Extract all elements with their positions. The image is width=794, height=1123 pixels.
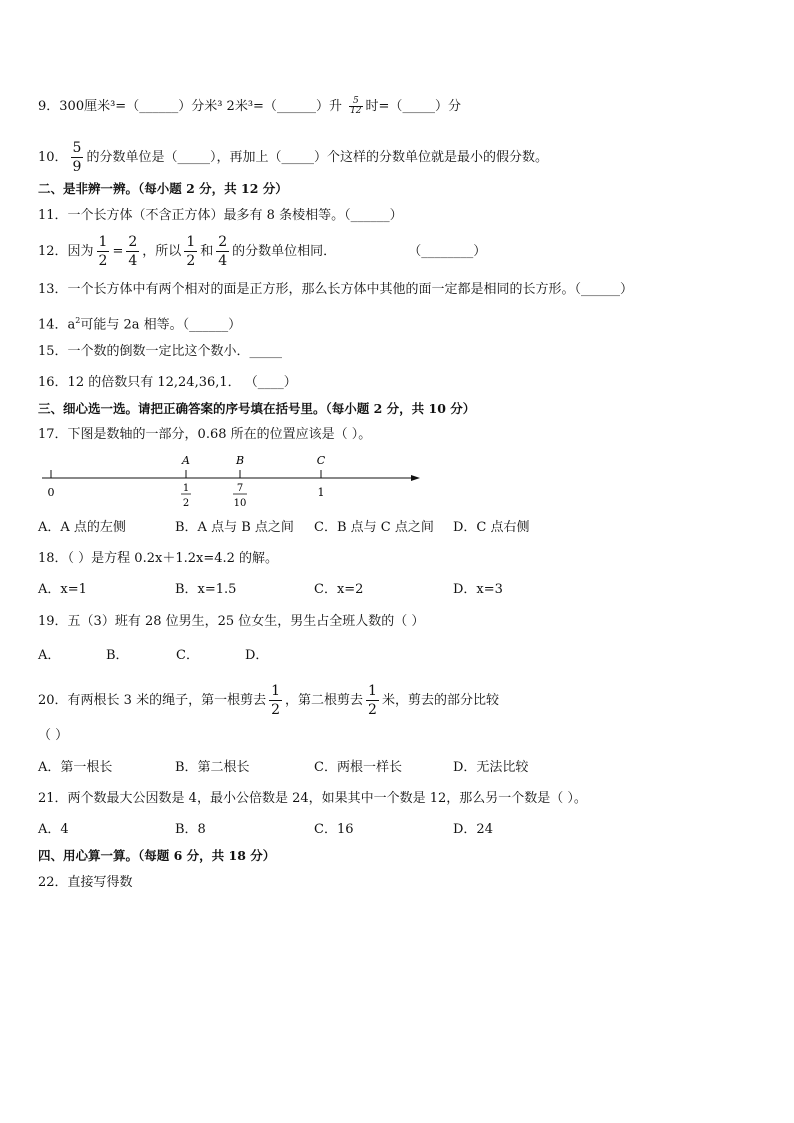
q10-text-1: 的分数单位是（ <box>86 150 178 165</box>
option-b[interactable]: B． <box>106 648 129 663</box>
fraction-denominator: 2 <box>368 702 377 718</box>
tick-label-b-denominator: 10 <box>233 498 247 509</box>
fraction-denominator: 2 <box>186 253 196 269</box>
fraction-numerator: 1 <box>368 683 377 699</box>
option-c[interactable]: C．两根一样长 <box>314 760 402 775</box>
q10-fraction-denominator: 9 <box>72 159 82 175</box>
fraction-denominator: 2 <box>98 253 108 269</box>
q9-fraction-denominator: 12 <box>350 106 362 116</box>
option-b[interactable]: B．A 点与 B 点之间 <box>175 520 294 535</box>
point-label-c: C <box>316 454 326 467</box>
q20-text-1: 20．有两根长 3 米的绳子，第一根剪去 <box>38 693 267 708</box>
question-11: 11．一个长方体（不含正方体）最多有 8 条棱相等。（______） <box>38 208 403 223</box>
tick-label-a-denominator: 2 <box>182 498 190 509</box>
answer-blank[interactable]: ______ <box>276 99 316 114</box>
fraction-1-2 <box>366 684 379 717</box>
tick-label-zero: 0 <box>47 486 55 499</box>
fraction-denominator: 4 <box>218 253 228 269</box>
answer-blank[interactable]: _____ <box>177 150 210 165</box>
q9-fraction-numerator: 5 <box>352 96 359 106</box>
option-d[interactable]: D．x=3 <box>453 582 503 597</box>
option-a[interactable]: A． <box>38 648 61 663</box>
option-d[interactable]: D．无法比较 <box>453 760 529 775</box>
question-14 <box>38 312 241 334</box>
answer-blank[interactable]: ______ <box>139 99 179 114</box>
answer-blank[interactable]: _____ <box>281 150 314 165</box>
q9-text-2: ）分米³ 2米³=（ <box>178 99 277 114</box>
question-15: 15．一个数的倒数一定比这个数小．_____ <box>38 344 283 359</box>
section-heading-2: 二、是非辨一辨。（每小题 2 分，共 12 分） <box>38 181 288 196</box>
q9-text-1: 300厘米³=（ <box>59 99 140 114</box>
equals-sign: = <box>112 244 124 259</box>
q9-text-5: ）分 <box>434 99 461 114</box>
point-label-b: B <box>235 454 245 467</box>
section-heading-3: 三、细心选一选。请把正确答案的序号填在括号里。（每小题 2 分，共 10 分） <box>38 401 476 416</box>
fraction-5-9 <box>71 141 84 174</box>
fraction-1-2 <box>269 684 282 717</box>
section-heading-4: 四、用心算一算。（每题 6 分，共 18 分） <box>38 848 276 863</box>
fraction-1-2 <box>97 235 110 268</box>
fraction-denominator: 4 <box>128 253 138 269</box>
point-label-a: A <box>182 454 190 467</box>
number-line-figure <box>30 450 430 512</box>
q12-text-2: 的分数单位相同． <box>232 244 337 259</box>
option-a[interactable]: A．4 <box>38 822 69 837</box>
fraction-1-2 <box>184 235 197 268</box>
option-b[interactable]: B．8 <box>175 822 206 837</box>
fraction-numerator: 1 <box>186 234 196 250</box>
option-d[interactable]: D． <box>245 648 269 663</box>
question-number: 9． <box>38 99 60 114</box>
q9-text-3: ）升 <box>315 99 347 114</box>
question-20 <box>38 684 499 717</box>
question-number: 12．因为 <box>38 244 94 259</box>
fraction-numerator: 2 <box>218 234 228 250</box>
option-a[interactable]: A．x=1 <box>38 582 87 597</box>
q10-fraction-numerator: 5 <box>72 140 82 156</box>
q9-text-4: 时=（ <box>365 99 403 114</box>
question-19: 19．五（3）班有 28 位男生，25 位女生，男生占全班人数的（ ） <box>38 614 425 629</box>
answer-blank[interactable]: （________） <box>408 244 487 259</box>
option-b[interactable]: B．第二根长 <box>175 760 250 775</box>
question-18: 18．（ ）是方程 0.2x＋1.2x=4.2 的解。 <box>38 551 279 566</box>
option-a[interactable]: A．A 点的左侧 <box>38 520 126 535</box>
q12-and: 和 <box>200 244 214 259</box>
answer-parentheses[interactable]: （ ） <box>38 728 69 743</box>
option-d[interactable]: D．24 <box>453 822 493 837</box>
q14-text-1: 14．a <box>38 317 76 333</box>
question-21: 21．两个数最大公因数是 4，最小公倍数是 24，如果其中一个数是 12，那么另一个数是（ ）。 <box>38 791 587 806</box>
question-13: 13．一个长方体中有两个相对的面是正方形，那么长方体中其他的面一定都是相同的长方形。（______） <box>38 282 634 297</box>
question-16: 16．12 的倍数只有 12,24,36,1． （____） <box>38 375 297 390</box>
q20-text-2: ，第二根剪去 <box>285 693 364 708</box>
question-10 <box>38 141 548 174</box>
option-c[interactable]: C．16 <box>314 822 354 837</box>
fraction-numerator: 2 <box>128 234 138 250</box>
q14-text-2: 可能与 2a 相等。（______） <box>80 317 242 333</box>
question-17: 17．下图是数轴的一部分，0.68 所在的位置应该是（ ）。 <box>38 427 372 442</box>
tick-label-a-numerator: 1 <box>182 483 190 494</box>
fraction-numerator: 1 <box>271 683 280 699</box>
answer-blank[interactable]: _____ <box>402 99 435 114</box>
fraction-numerator: 1 <box>98 234 108 250</box>
option-c[interactable]: C． <box>176 648 199 663</box>
option-b[interactable]: B．x=1.5 <box>175 582 237 597</box>
question-22: 22．直接写得数 <box>38 875 133 890</box>
axis-arrow <box>411 475 420 481</box>
option-c[interactable]: C．x=2 <box>314 582 364 597</box>
fraction-2-4 <box>126 235 139 268</box>
q10-text-2: ），再加上（ <box>209 150 282 165</box>
tick-label-one: 1 <box>317 486 325 499</box>
question-9 <box>38 97 461 116</box>
option-c[interactable]: C．B 点与 C 点之间 <box>314 520 434 535</box>
q20-text-3: 米，剪去的部分比较 <box>381 693 499 708</box>
question-12 <box>38 235 486 268</box>
q10-text-3: ）个这样的分数单位就是最小的假分数。 <box>314 150 549 165</box>
fraction-denominator: 2 <box>271 702 280 718</box>
q14-exponent: 2 <box>75 316 81 325</box>
fraction-5-12 <box>349 97 362 116</box>
fraction-2-4 <box>216 235 229 268</box>
option-d[interactable]: D．C 点右侧 <box>453 520 530 535</box>
tick-label-b-numerator: 7 <box>236 483 244 494</box>
option-a[interactable]: A．第一根长 <box>38 760 113 775</box>
question-number: 10． <box>38 150 68 165</box>
q12-text-1: ，所以 <box>142 244 182 259</box>
